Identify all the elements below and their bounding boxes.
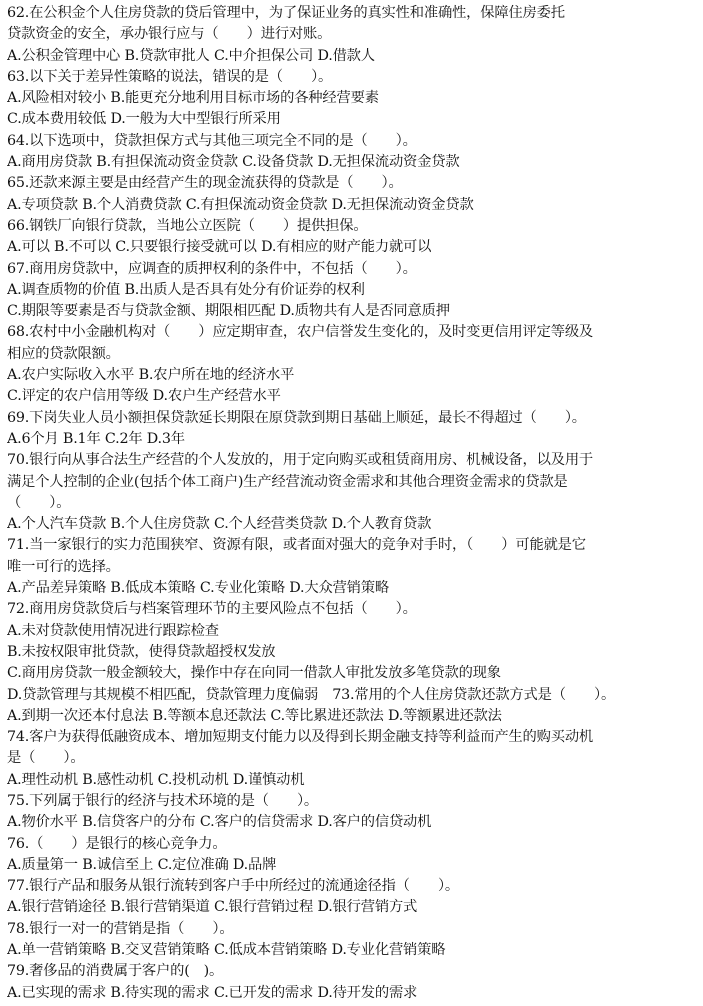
- text-line: 75.下列属于银行的经济与技术环境的是（ ）。: [7, 792, 319, 809]
- text-line: 65.还款来源主要是由经营产生的现金流获得的贷款是（ ）。: [7, 175, 403, 192]
- text-line: 68.农村中小金融机构对（ ）应定期审查，农户信誉发生变化的，及时变更信用评定等级及: [7, 324, 594, 341]
- text-line: 76.（ ）是银行的核心竞争力。: [7, 835, 227, 852]
- text-line: A.到期一次还本付息法 B.等额本息还款法 C.等比累进还款法 D.等额累进还款法: [7, 707, 502, 724]
- text-line: B.未按权限审批贷款，使得贷款超授权发放: [7, 643, 276, 660]
- text-line: C.评定的农户信用等级 D.农户生产经营水平: [7, 388, 281, 405]
- text-line: （ ）。: [7, 494, 71, 511]
- text-line: 唯一可行的选择。: [7, 558, 120, 575]
- text-line: A.产品差异策略 B.低成本策略 C.专业化策略 D.大众营销策略: [7, 580, 389, 597]
- text-line: 贷款资金的安全，承办银行应与（ ）进行对账。: [7, 26, 332, 43]
- text-line: D.贷款管理与其规模不相匹配，贷款管理力度偏弱 73.常用的个人住房贷款还款方式是（ ）。: [7, 686, 616, 703]
- text-line: 71.当一家银行的实力范围狭窄、资源有限，或者面对强大的竞争对手时，（ ）可能就是它: [7, 537, 586, 554]
- text-line: 是（ ）。: [7, 750, 85, 767]
- text-line: 66.钢铁厂向银行贷款，当地公立医院（ ）提供担保。: [7, 217, 368, 234]
- text-line: C.成本费用较低 D.一般为大中型银行所采用: [7, 111, 281, 128]
- text-line: 70.银行向从事合法生产经营的个人发放的，用于定向购买或租赁商用房、机械设备，以及用于: [7, 452, 594, 469]
- text-line: A.质量第一 B.诚信至上 C.定位准确 D.品牌: [7, 856, 277, 873]
- text-line: A.专项贷款 B.个人消费贷款 C.有担保流动资金贷款 D.无担保流动资金贷款: [7, 196, 474, 213]
- text-line: 67.商用房贷款中，应调查的质押权利的条件中，不包括（ ）。: [7, 260, 417, 277]
- text-line: A.商用房贷款 B.有担保流动资金贷款 C.设备贷款 D.无担保流动资金贷款: [7, 154, 460, 171]
- text-line: 74.客户为获得低融资成本、增加短期支付能力以及得到长期金融支持等利益而产生的购买动机: [7, 729, 594, 746]
- text-line: 77.银行产品和服务从银行流转到客户手中所经过的流通途径指（ ）。: [7, 878, 459, 895]
- text-line: C.商用房贷款一般金额较大，操作中存在向同一借款人审批发放多笔贷款的现象: [7, 665, 501, 682]
- text-line: A.单一营销策略 B.交叉营销策略 C.低成本营销策略 D.专业化营销策略: [7, 942, 446, 959]
- exam-question-sheet: [7, 3, 699, 1004]
- text-line: 69.下岗失业人员小额担保贷款延长期限在原贷款到期日基础上顺延，最长不得超过（ ）。: [7, 409, 586, 426]
- text-line: 78.银行一对一的营销是指（ ）。: [7, 920, 234, 937]
- text-line: A.银行营销途径 B.银行营销渠道 C.银行营销过程 D.银行营销方式: [7, 899, 418, 916]
- text-line: 72.商用房贷款贷后与档案管理环节的主要风险点不包括（ ）。: [7, 601, 417, 618]
- text-line: A.公积金管理中心 B.贷款审批人 C.中介担保公司 D.借款人: [7, 47, 375, 64]
- text-line: A.风险相对较小 B.能更充分地利用目标市场的各种经营要素: [7, 90, 379, 107]
- text-line: A.农户实际收入水平 B.农户所在地的经济水平: [7, 367, 295, 384]
- text-line: 相应的贷款限额。: [7, 345, 120, 362]
- text-line: 63.以下关于差异性策略的说法，错误的是（ ）。: [7, 68, 333, 85]
- text-line: A.理性动机 B.感性动机 C.投机动机 D.谨慎动机: [7, 771, 305, 788]
- text-line: 满足个人控制的企业(包括个体工商户)生产经营流动资金需求和其他合理资金需求的贷款是: [7, 473, 568, 490]
- text-line: A.6个月 B.1年 C.2年 D.3年: [7, 430, 185, 447]
- text-line: C.期限等要素是否与贷款金额、期限相匹配 D.质物共有人是否同意质押: [7, 303, 450, 320]
- text-line: 62.在公积金个人住房贷款的贷后管理中，为了保证业务的真实性和准确性，保障住房委托: [7, 5, 565, 21]
- text-line: A.调查质物的价值 B.出质人是否具有处分有价证券的权利: [7, 281, 365, 298]
- text-line: 64.以下选项中，贷款担保方式与其他三项完全不同的是（ ）。: [7, 132, 417, 149]
- text-line: A.已实现的需求 B.待实现的需求 C.已开发的需求 D.待开发的需求: [7, 984, 418, 1001]
- text-line: 79.奢侈品的消费属于客户的( )。: [7, 963, 224, 980]
- text-line: A.未对贷款使用情况进行跟踪检查: [7, 622, 219, 639]
- text-line: A.可以 B.不可以 C.只要银行接受就可以 D.有相应的财产能力就可以: [7, 239, 432, 256]
- text-line: A.个人汽车贷款 B.个人住房贷款 C.个人经营类贷款 D.个人教育贷款: [7, 516, 432, 533]
- text-line: A.物价水平 B.信贷客户的分布 C.客户的信贷需求 D.客户的信贷动机: [7, 814, 432, 831]
